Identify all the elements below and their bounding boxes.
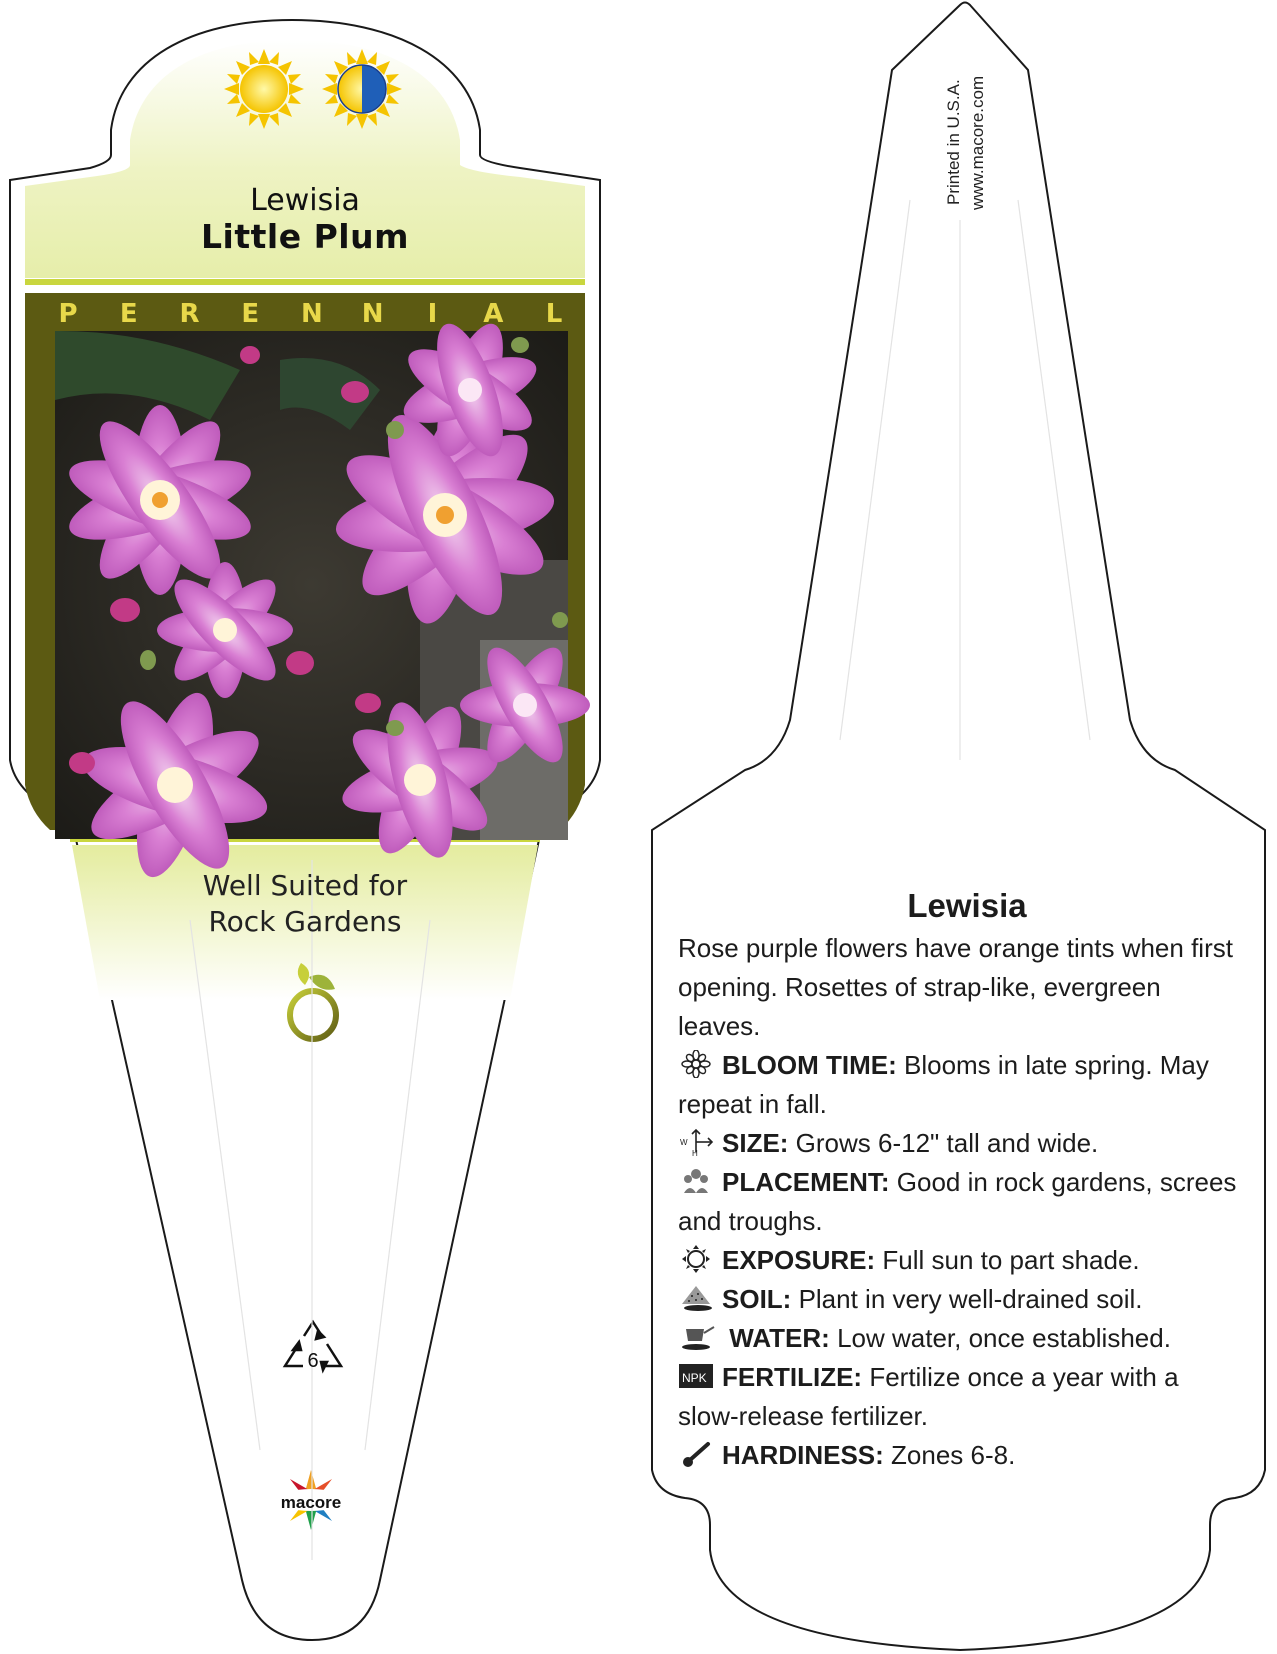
attribute-text: Plant in very well-drained soil. bbox=[791, 1284, 1143, 1314]
size-icon bbox=[678, 1128, 716, 1156]
svg-text:W: W bbox=[680, 1138, 688, 1147]
category-label bbox=[58, 299, 564, 329]
printed-in-label: Printed in U.S.A. bbox=[944, 79, 963, 205]
npk-label: NPK bbox=[682, 1371, 707, 1385]
category-letter: E bbox=[119, 299, 138, 329]
plant-cultivar: Little Plum bbox=[201, 217, 409, 256]
attribute-label: EXPOSURE: bbox=[722, 1245, 876, 1275]
attribute-fertilize bbox=[678, 1358, 1238, 1436]
attribute-label: HARDINESS: bbox=[722, 1440, 884, 1470]
attribute-text: Grows 6-12" tall and wide. bbox=[788, 1128, 1099, 1158]
website-label: www.macore.com bbox=[968, 75, 987, 210]
attribute-water bbox=[678, 1319, 1238, 1358]
svg-text:H: H bbox=[692, 1149, 698, 1156]
category-letter: R bbox=[179, 299, 200, 329]
attribute-hardiness bbox=[678, 1436, 1238, 1475]
attribute-label: SOIL: bbox=[722, 1284, 792, 1314]
full-sun-icon bbox=[224, 49, 304, 129]
placement-icon bbox=[678, 1167, 716, 1195]
attribute-text: Blooms in late spring. May repeat in fall. bbox=[678, 1050, 1209, 1119]
feature-tagline bbox=[110, 868, 500, 940]
npk-icon bbox=[678, 1362, 716, 1390]
tagline-line-1: Well Suited for bbox=[202, 869, 408, 902]
thermometer-icon bbox=[678, 1440, 716, 1468]
attribute-label: BLOOM TIME: bbox=[722, 1050, 897, 1080]
plant-description: Rose purple flowers have orange tints when first opening. Rosettes of strap-like, evergreen leaves. bbox=[678, 933, 1233, 1041]
attribute-text: Fertilize once a year with a slow-release fertilizer. bbox=[678, 1362, 1179, 1431]
brand-name: macore bbox=[280, 1493, 342, 1512]
category-letter: A bbox=[483, 299, 504, 329]
attribute-label: FERTILIZE: bbox=[722, 1362, 863, 1392]
plant-description-block bbox=[678, 929, 1238, 1475]
watering-can-icon bbox=[678, 1323, 716, 1351]
flower-photo bbox=[55, 316, 590, 885]
attribute-text: Good in rock gardens, screes and troughs. bbox=[678, 1167, 1237, 1236]
soil-icon bbox=[678, 1284, 716, 1312]
category-letter: P bbox=[58, 299, 78, 329]
attribute-label: SIZE: bbox=[722, 1128, 789, 1158]
attribute-bloom-time bbox=[678, 1046, 1238, 1124]
part-shade-icon bbox=[322, 49, 402, 129]
attribute-label: WATER: bbox=[722, 1323, 830, 1353]
attribute-text: Full sun to part shade. bbox=[875, 1245, 1140, 1275]
attribute-size bbox=[678, 1124, 1238, 1163]
lime-band-top bbox=[25, 279, 585, 285]
tagline-line-2: Rock Gardens bbox=[208, 905, 402, 938]
plant-genus: Lewisia bbox=[250, 183, 360, 218]
category-letter: N bbox=[361, 299, 384, 329]
recycle-code: 6 bbox=[307, 1350, 319, 1372]
attribute-label: PLACEMENT: bbox=[722, 1167, 890, 1197]
attribute-placement bbox=[678, 1163, 1238, 1241]
sun-icon bbox=[678, 1245, 716, 1273]
flower-icon bbox=[678, 1050, 716, 1078]
attribute-text: Low water, once established. bbox=[829, 1323, 1171, 1353]
category-letter: L bbox=[545, 299, 563, 329]
attribute-text: Zones 6-8. bbox=[883, 1440, 1016, 1470]
back-title: Lewisia bbox=[907, 887, 1027, 924]
category-letter: E bbox=[241, 299, 260, 329]
category-letter: N bbox=[301, 299, 323, 329]
attribute-soil bbox=[678, 1280, 1238, 1319]
category-letter: I bbox=[427, 299, 438, 329]
attribute-exposure bbox=[678, 1241, 1238, 1280]
